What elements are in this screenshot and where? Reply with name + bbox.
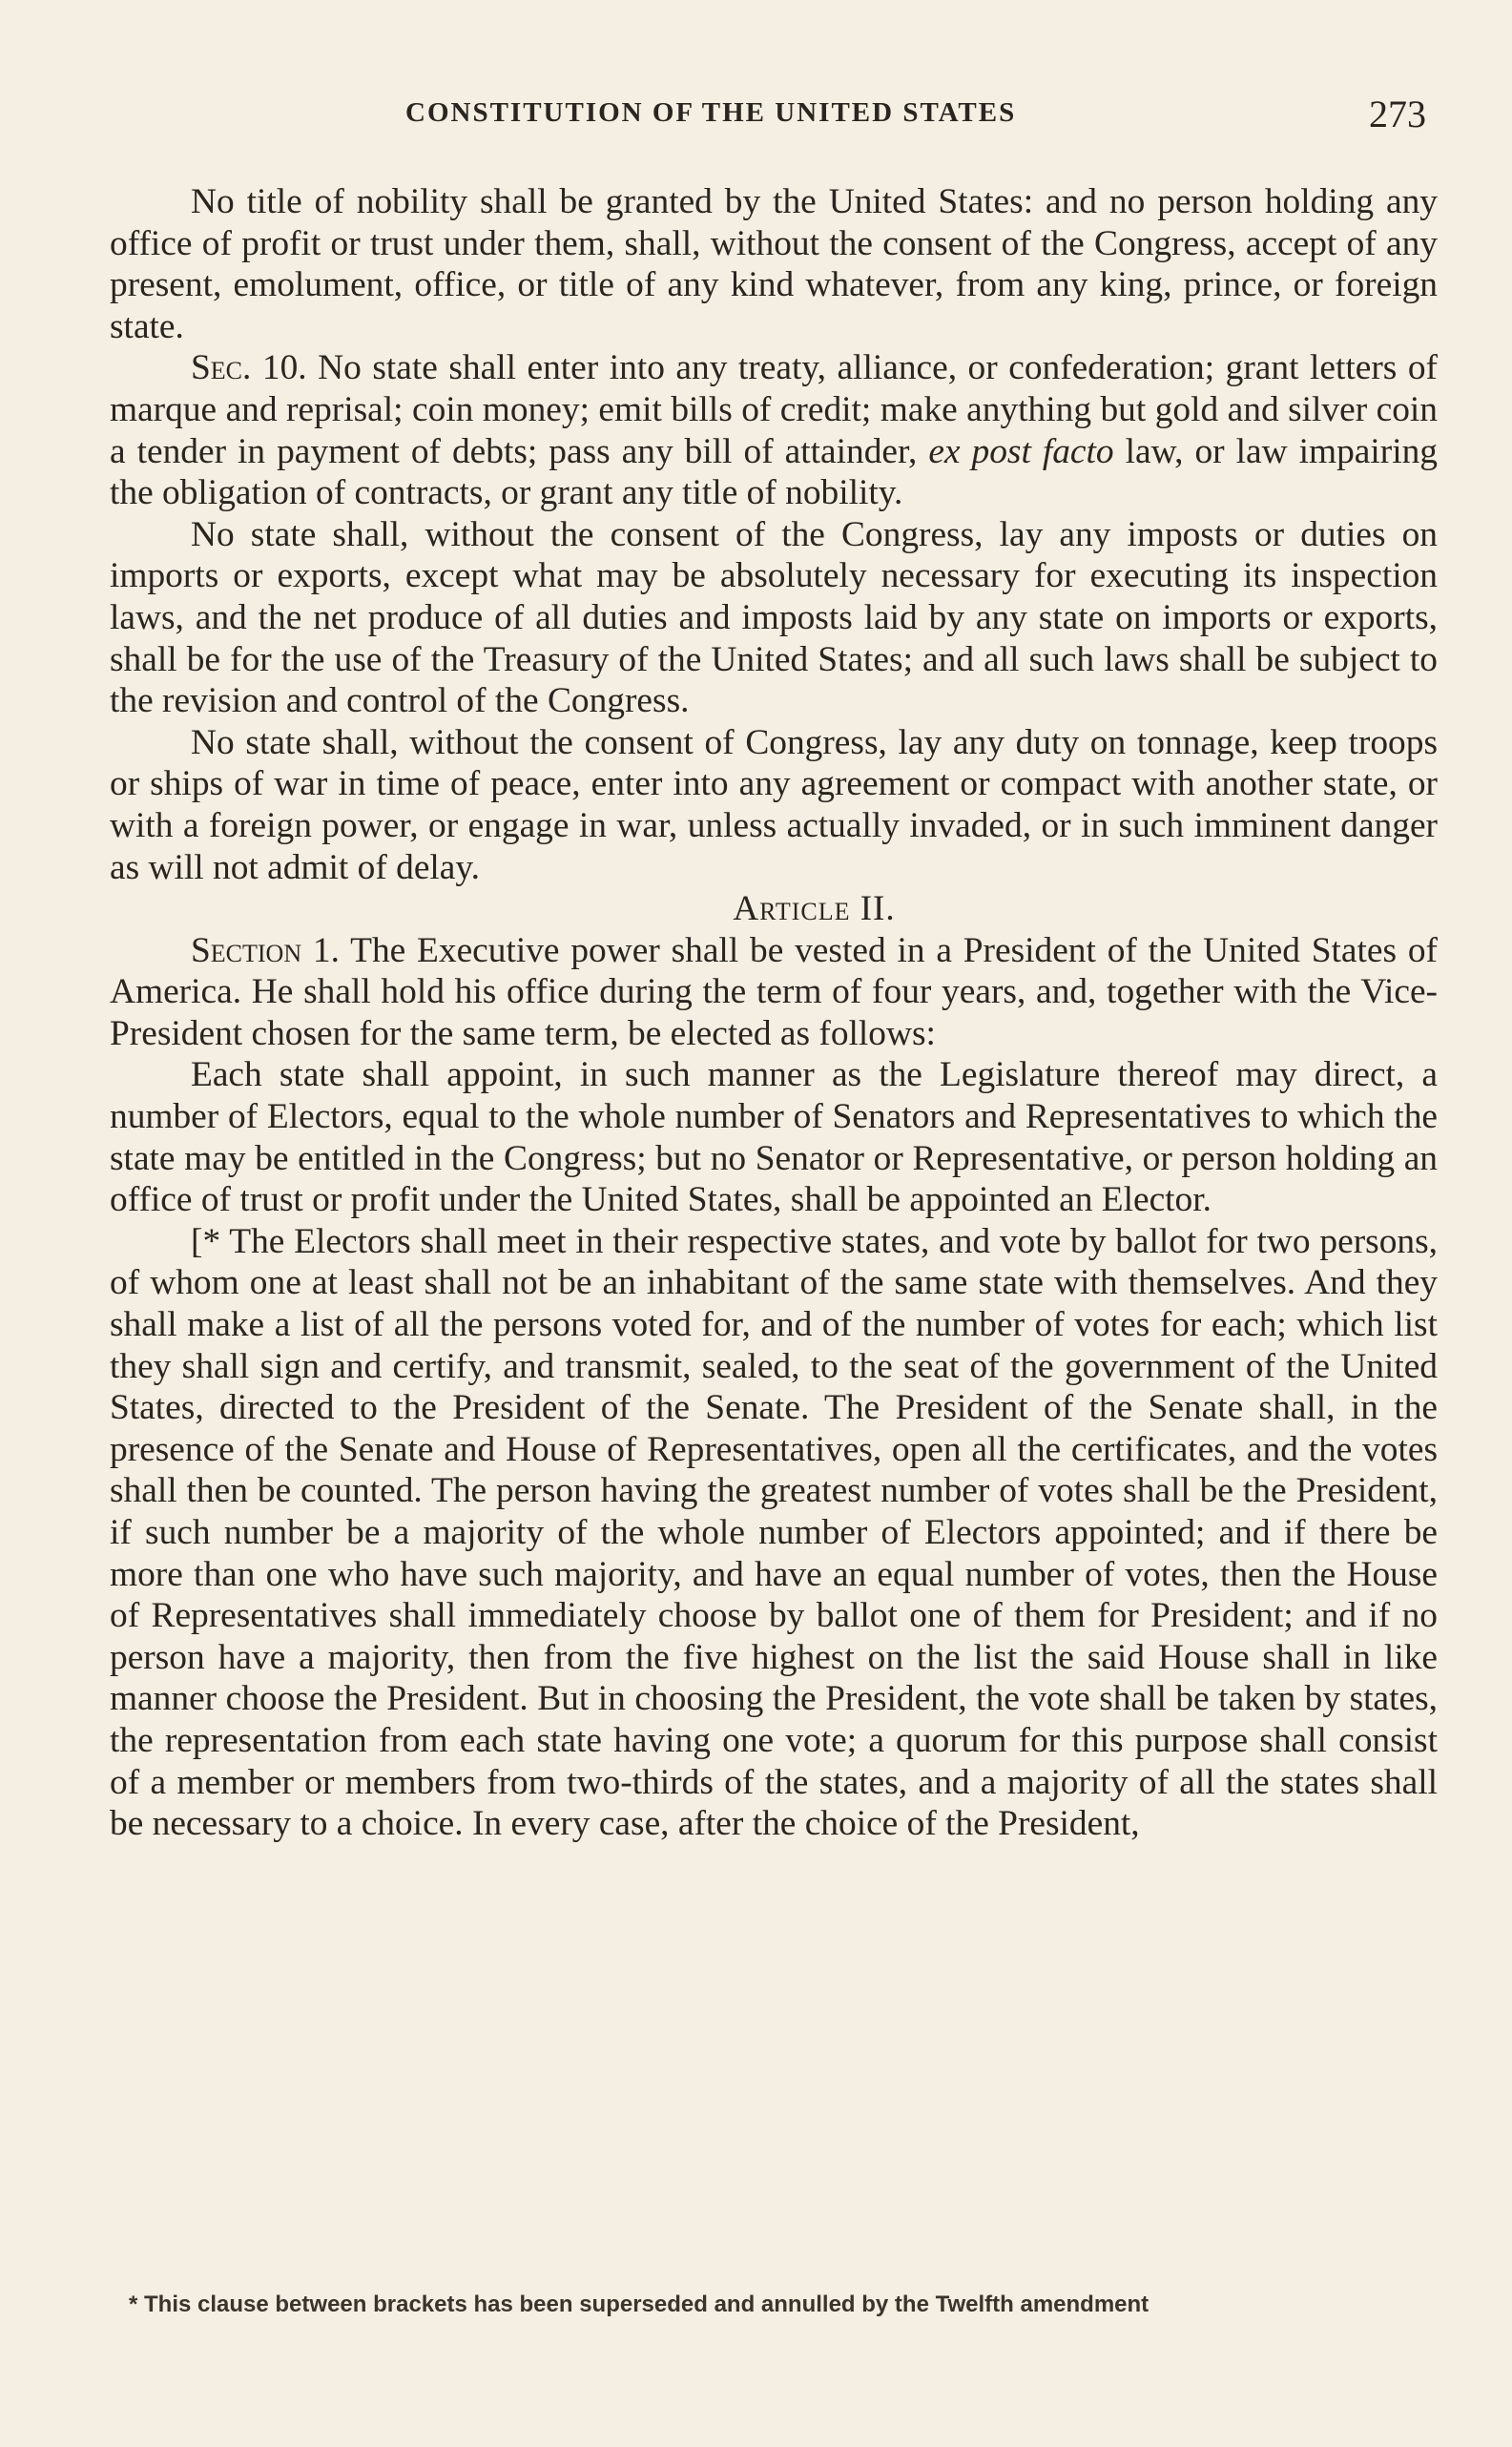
section-label: Sec. 10. bbox=[191, 348, 307, 388]
page-number: 273 bbox=[1369, 93, 1426, 135]
running-title: CONSTITUTION OF THE UNITED STATES bbox=[405, 97, 1017, 128]
article-heading: Article II. bbox=[733, 889, 896, 929]
italic-phrase: ex post facto bbox=[928, 431, 1114, 471]
paragraph-text: law, or law impairing the obligation of contracts, or grant any title of nobility. bbox=[110, 431, 1438, 513]
paragraph-nobility: No title of nobility shall be granted by the United States: and no person holding any office of profit or trust under them, shall, without the consent of the Congress, accept of any present, emolument, office, or title of any kind whatever, from any king, prince, or foreign state. bbox=[110, 182, 1438, 346]
body-text bbox=[110, 181, 1438, 1845]
section-label: Section 1. bbox=[191, 930, 340, 970]
paragraph-tonnage: No state shall, without the consent of Congress, lay any duty on tonnage, keep troops or ships of war in time of peace, enter into any agreement or compact with another state, or with a foreign power, or engage in war, unless actually invaded, or in such imminent danger as will not admit of delay. bbox=[110, 722, 1438, 887]
paragraph-electors: Each state shall appoint, in such manner as the Legislature thereof may direct, a number of Electors, equal to the whole number of Senators and Representatives to which the state may be entitled in the Congress; but no Senator or Representative, or person holding an office of trust or profit under the United States, shall be appointed an Elector. bbox=[110, 1055, 1438, 1220]
paragraph-text: No state shall enter into any treaty, alliance, or confederation; grant letters of marque and reprisal; coin money; emit bills of credit; make anything but gold and silver coin a tender in payment of debts; pass any bill of attainder, bbox=[110, 348, 1439, 471]
paragraph-electoral-procedure: [* The Electors shall meet in their respective states, and vote by ballot for two persons, of whom one at least shall not be an inhabitant of the same state with themselves. And they shall make a list of all the persons voted for, and of the number of votes for each; which list they shall sign and certify, and transmit, sealed, to the seat of the government of the United States, directed to the President of the Senate. The President of the Senate shall, in the presence of the Senate and House of Representatives, open all the certificates, and the votes shall then be counted. The person having the greatest number of votes shall be the President, if such number be a majority of the whole number of Electors appointed; and if there be more than one who have such majority, and have an equal number of votes, then the House of Representatives shall immediately choose by ballot one of them for President; and if no person have a majority, then from the five highest on the list the said House shall in like manner choose the President. But in choosing the President, the vote shall be taken by states, the representation from each state having one vote; a quorum for this purpose shall consist of a member or members from two-thirds of the states, and a majority of all the states shall be necessary to a choice. In every case, after the choice of the President, bbox=[110, 1221, 1438, 1844]
page-header bbox=[110, 92, 1445, 139]
footnote: * This clause between brackets has been superseded and annulled by the Twelfth amendment bbox=[129, 2291, 1150, 2317]
paragraph-section-10 bbox=[110, 347, 1438, 513]
paragraph-imposts: No state shall, without the consent of the Congress, lay any imposts or duties on imports or exports, except what may be absolutely necessary for executing its inspection laws, and the net produce of all duties and imposts laid by any state on imports or exports, shall be for the use of the Treasury of the United States; and all such laws shall be subject to the revision and control of the Congress. bbox=[110, 514, 1438, 721]
paragraph-text: The Executive power shall be vested in a President of the United States of America. He shall hold his office during the term of four years, and, together with the Vice-President chosen for the same term, be elected as follows: bbox=[110, 930, 1438, 1053]
paragraph-section-1 bbox=[110, 930, 1438, 1055]
